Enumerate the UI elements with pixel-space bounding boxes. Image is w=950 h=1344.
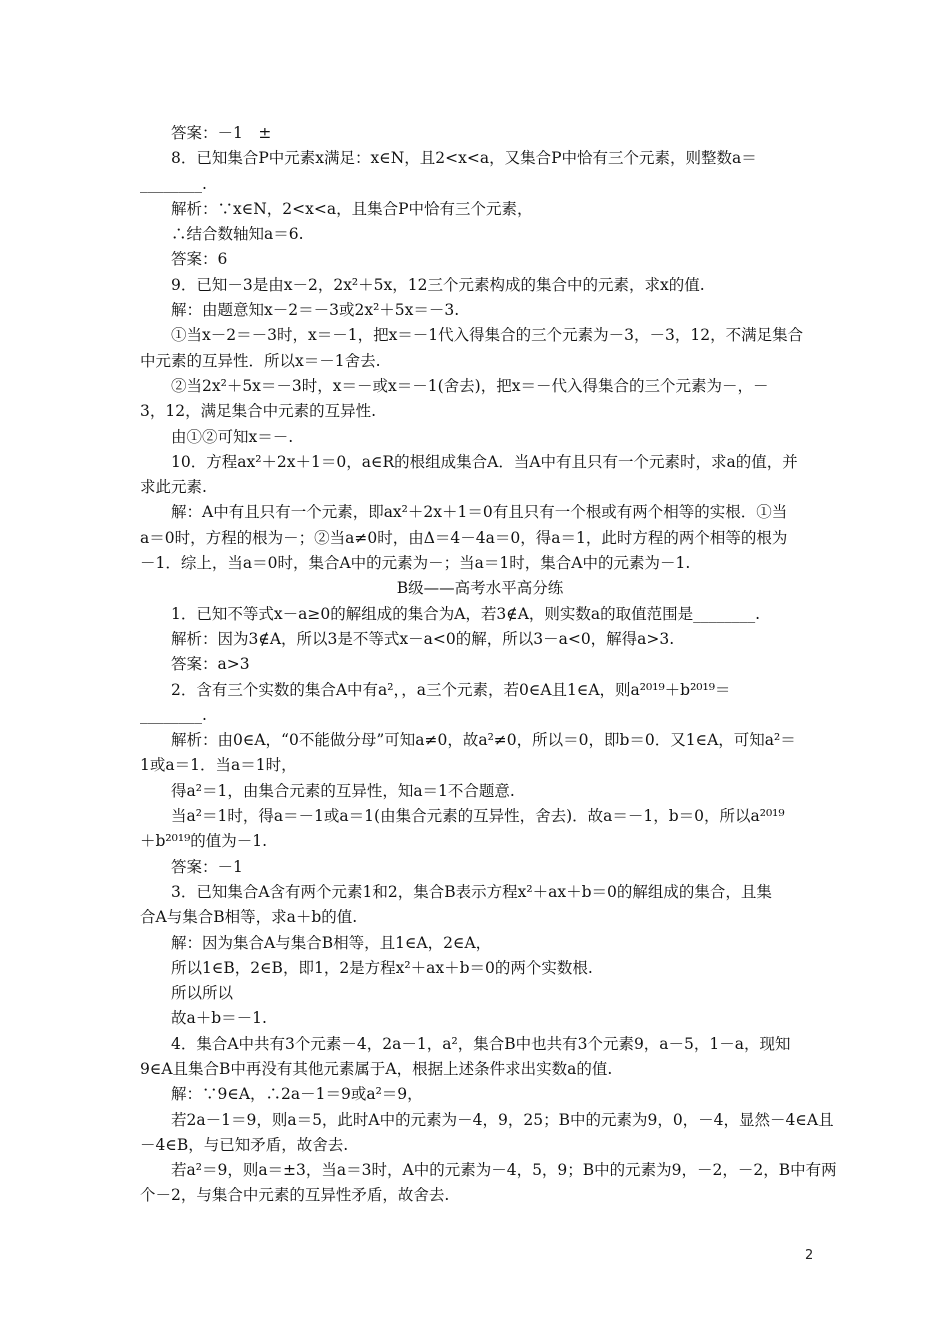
text-line: 由①②可知x＝－. — [171, 427, 294, 446]
text-line: 8．已知集合P中元素x满足：x∈N，且2<x<a，又集合P中恰有三个元素，则整数a＝ — [171, 149, 757, 168]
text-line: 答案：－1 — [171, 857, 243, 876]
text-line: 解析：∵x∈N，2<x<a，且集合P中恰有三个元素， — [171, 199, 533, 218]
text-line: a＝0时，方程的根为－；②当a≠0时，由Δ＝4－4a＝0，得a＝1，此时方程的两个相等的根为 — [140, 528, 788, 547]
text-line: －4∈B，与已知矛盾，故舍去. — [140, 1135, 349, 1154]
text-line: 若2a－1＝9，则a＝5，此时A中的元素为－4，9，25；B中的元素为9，0，－4，显然－4∈A且 — [171, 1110, 834, 1129]
text-line: 解析：因为3∉A，所以3是不等式x－a<0的解，所以3－a<0，解得a>3. — [171, 629, 675, 648]
text-line: 故a＋b＝－1. — [171, 1009, 267, 1028]
text-line: 解：由题意知x－2＝－3或2x²＋5x＝－3. — [171, 301, 460, 320]
text-line: ＋b²⁰¹⁹的值为－1. — [140, 832, 268, 851]
text-line: 答案：6 — [171, 250, 228, 269]
text-line: 解析：由0∈A，“0不能做分母”可知a≠0，故a²≠0，所以＝0，即b＝0．又1∈A，可知a²＝ — [171, 731, 796, 750]
text-line: 若a²＝9，则a＝±3，当a＝3时，A中的元素为－4，5，9；B中的元素为9，－2，－2，B中有两 — [171, 1161, 837, 1180]
text-line: 所以1∈B，2∈B，即1，2是方程x²＋ax＋b＝0的两个实数根. — [171, 958, 593, 977]
text-line: 3．已知集合A含有两个元素1和2，集合B表示方程x²＋ax＋b＝0的解组成的集合，且集 — [171, 882, 772, 901]
text-line: 当a²＝1时，得a＝－1或a＝1(由集合元素的互异性，舍去)．故a＝－1，b＝0，所以a²⁰¹⁹ — [171, 807, 785, 826]
text-line: 3，12，满足集合中元素的互异性. — [140, 402, 377, 421]
text-line: 4．集合A中共有3个元素－4，2a－1，a²，集合B中也共有3个元素9，a－5，1－a，现知 — [171, 1034, 791, 1053]
text-line: 9∈A且集合B中再没有其他元素属于A，根据上述条件求出实数a的值. — [140, 1059, 613, 1078]
text-line: 答案：a>3 — [171, 655, 250, 674]
document-body — [140, 121, 837, 1209]
text-line: 个－2，与集合中元素的互异性矛盾，故舍去. — [140, 1186, 450, 1205]
text-line: 求此元素. — [140, 478, 207, 497]
text-line: 9．已知－3是由x－2，2x²＋5x，12三个元素构成的集合中的元素，求x的值. — [171, 275, 705, 294]
text-line: 2．含有三个实数的集合A中有a²，，a三个元素，若0∈A且1∈A，则a²⁰¹⁹＋b²⁰¹⁹＝ — [171, 680, 731, 699]
page-number: 2 — [805, 1248, 814, 1263]
text-line: 1．已知不等式x－a≥0的解组成的集合为A，若3∉A，则实数a的取值范围是________. — [171, 604, 761, 623]
text-line: ∴结合数轴知a＝6. — [171, 225, 304, 244]
text-line: ①当x－2＝－3时，x＝－1，把x＝－1代入得集合的三个元素为－3，－3，12，不满足集合 — [171, 326, 804, 345]
text-line: 解：因为集合A与集合B相等，且1∈A，2∈A， — [171, 933, 492, 952]
text-line: 合A与集合B相等，求a＋b的值. — [140, 908, 358, 927]
text-line: 1或a＝1．当a＝1时， — [140, 756, 297, 775]
text-line: 10．方程ax²＋2x＋1＝0，a∈R的根组成集合A．当A中有且只有一个元素时，求a的值，并 — [171, 452, 798, 471]
text-line: ②当2x²＋5x＝－3时，x＝－或x＝－1(舍去)，把x＝－代入得集合的三个元素为－，－ — [171, 376, 769, 395]
text-line: 中元素的互异性．所以x＝－1舍去. — [140, 351, 381, 370]
section-heading: B级——高考水平高分练 — [396, 579, 564, 598]
text-line: ________. — [140, 174, 207, 193]
text-line: ________. — [140, 705, 207, 724]
text-line: 得a²＝1，由集合元素的互异性，知a＝1不合题意. — [171, 781, 515, 800]
text-line: －1．综上，当a＝0时，集合A中的元素为－；当a＝1时，集合A中的元素为－1. — [140, 554, 691, 573]
text-line: 所以所以 — [171, 984, 234, 1003]
text-line: 答案：－1 ± — [171, 124, 272, 142]
text-line: 解：∵9∈A，∴2a－1＝9或a²＝9， — [171, 1085, 423, 1104]
text-line: 解：A中有且只有一个元素，即ax²＋2x＋1＝0有且只有一个根或有两个相等的实根．①当 — [171, 503, 788, 522]
